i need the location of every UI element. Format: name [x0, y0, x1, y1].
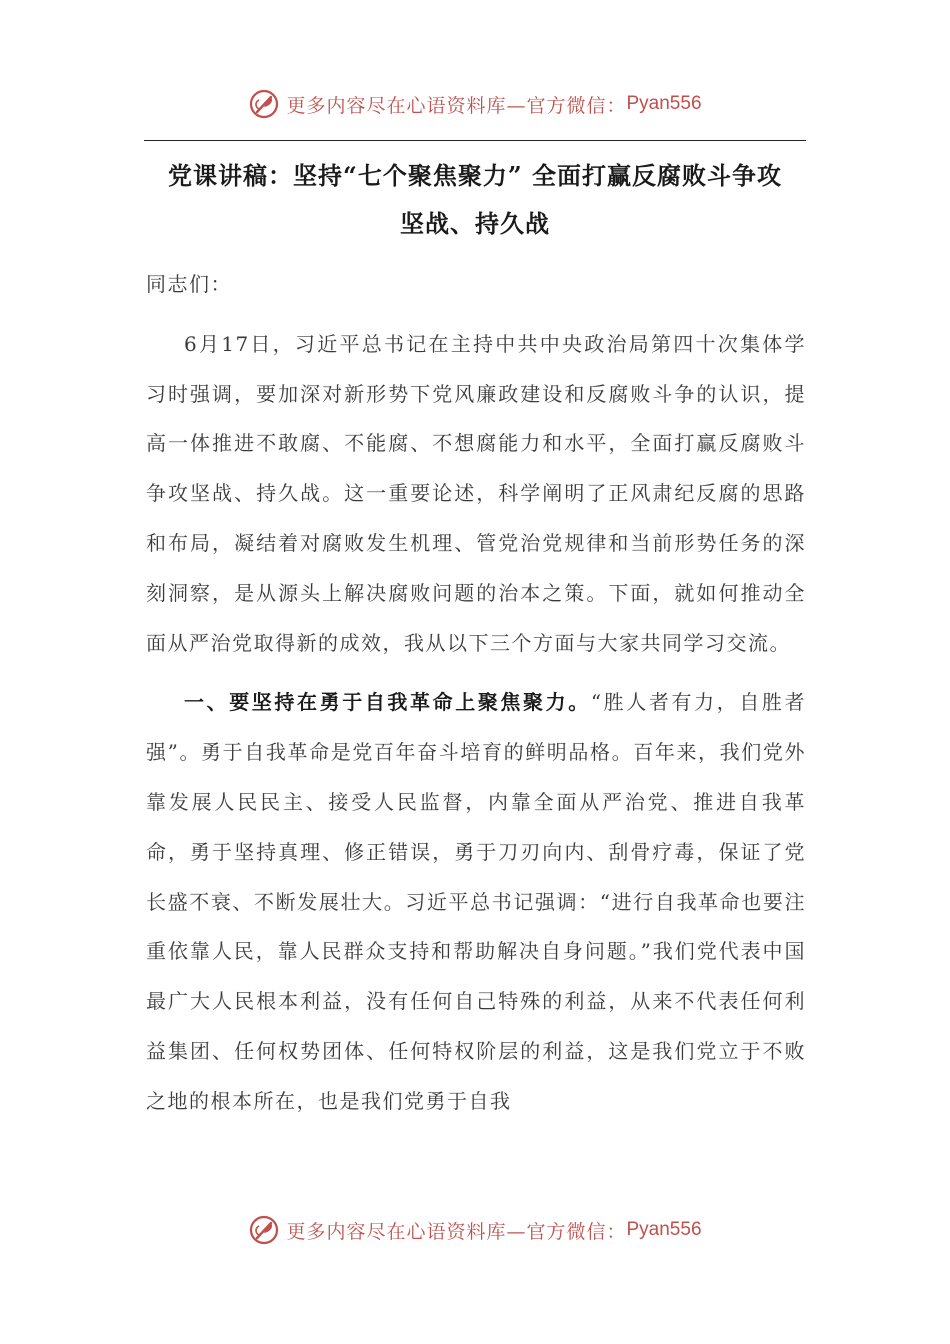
footer-banner-handle: Pyan556 — [626, 1219, 702, 1240]
header-banner-text: 更多内容尽在心语资料库—官方微信： — [286, 94, 627, 117]
title-line-1: 党课讲稿：坚持“七个聚焦聚力” 全面打赢反腐败斗争攻 — [168, 161, 782, 190]
paragraph-intro: 6月17日，习近平总书记在主持中共中央政治局第四十次集体学习时强调，要加深对新形势下党风廉政建设和反腐败斗争的认识，提高一体推进不敢腐、不能腐、不想腐能力和水平，全面打赢反腐败斗争攻坚战、持久战。这一重要论述，科学阐明了正风肃纪反腐的思路和布局，凝结着对腐败发生机理、管党治党规律和当前形势任务的深刻洞察，是从源头上解决腐败问题的治本之策。下面，就如何推动全面从严治党取得新的成效，我从以下三个方面与大家共同学习交流。 — [146, 331, 806, 655]
document-body — [146, 260, 806, 1127]
quill-pen-logo-icon — [248, 88, 280, 120]
footer-banner — [0, 1210, 950, 1250]
header-divider — [144, 140, 806, 141]
section-1-heading: 一、要坚持在勇于自我革命上聚焦聚力。 — [184, 690, 591, 715]
title-line-2: 坚战、持久战 — [400, 209, 550, 238]
section-1-text: “胜人者有力，自胜者强”。勇于自我革命是党百年奋斗培育的鲜明品格。百年来，我们党外靠发展人民民主、接受人民监督，内靠全面从严治党、推进自我革命，勇于坚持真理、修正错误，勇于刀刃向内、刮骨疗毒，保证了党长盛不衰、不断发展壮大。习近平总书记强调：“进行自我革命也要注重依靠人民，靠人民群众支持和帮助解决自身问题。”我们党代表中国最广大人民根本利益，没有任何自己特殊的利益，从来不代表任何利益集团、任何权势团体、任何特权阶层的利益，这是我们党立于不败之地的根本所在，也是我们党勇于自我 — [146, 690, 806, 1113]
document-title — [140, 152, 810, 248]
paragraph-section-1 — [146, 678, 806, 1126]
quill-pen-logo-icon — [248, 1214, 280, 1246]
header-banner-handle: Pyan556 — [626, 93, 702, 114]
greeting: 同志们： — [146, 272, 232, 296]
footer-banner-text: 更多内容尽在心语资料库—官方微信： — [286, 1220, 627, 1243]
header-banner — [0, 84, 950, 124]
